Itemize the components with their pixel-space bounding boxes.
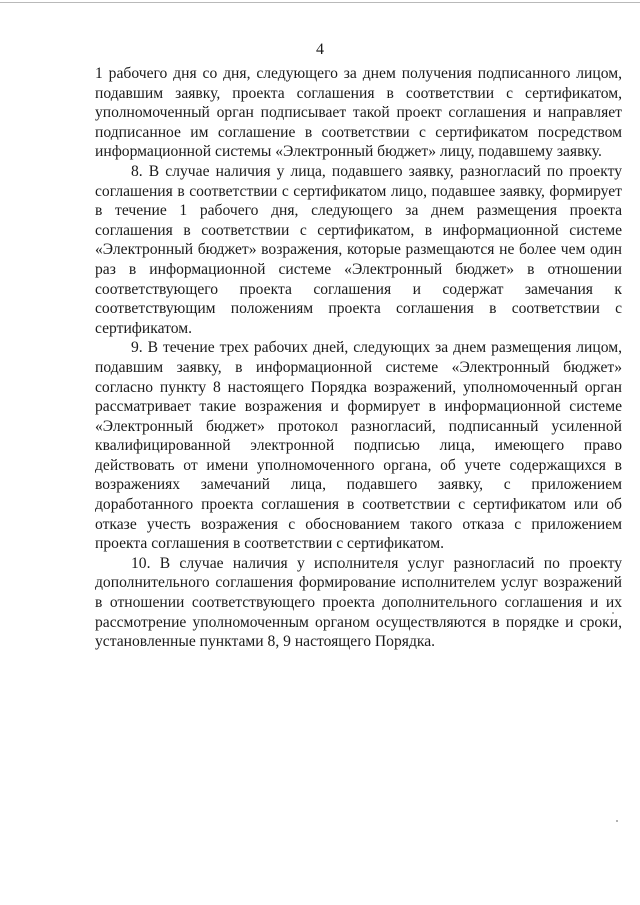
paragraph-continuation: 1 рабочего дня со дня, следующего за днем получения подписанного лицом, подавшим заявку, проекта соглашения в соответствии с сертификатом, уполномоченный орган подписывает такой проект соглашения и направляет подписанное им соглашение в соответствии с сертификатом посредством информационной системы «Электронный бюджет» лицу, подавшему заявку. [95, 65, 622, 161]
scan-speck [612, 612, 614, 614]
page-number: 4 [316, 41, 324, 58]
paragraph-8: 8. В случае наличия у лица, подавшего заявку, разногласий по проекту соглашения в соответствии с сертификатом лицо, подавшее заявку, формирует в течение 1 рабочего дня, следующего за днем размещения проекта соглашения в соответствии с сертификатом, в информационной системе «Электронный бюджет» возражения, которые размещаются не более чем один раз в информационной системе «Электронный бюджет» в отношении соответствующего проекта соглашения и содержат замечания к соответствующим положениям проекта соглашения в соответствии с сертификатом. [95, 162, 622, 337]
top-scan-edge-line [0, 2, 640, 3]
paragraph-9: 9. В течение трех рабочих дней, следующих за днем размещения лицом, подавшим заявку, в информационной системе «Электронный бюджет» согласно пункту 8 настоящего Порядка возражений, уполномоченный орган рассматривает такие возражения и формирует в информационной системе «Электронный бюджет» протокол разногласий, подписанный усиленной квалифицированной электронной подписью лица, имеющего право действовать от имени уполномоченного органа, об учете содержащихся в возражениях замечаний лица, подавшего заявку, с приложением доработанного проекта соглашения в соответствии с сертификатом или об отказе учесть возражения с обоснованием такого отказа с приложением проекта соглашения в соответствии с сертификатом. [95, 339, 622, 553]
document-body [95, 64, 622, 652]
paragraph-10: 10. В случае наличия у исполнителя услуг разногласий по проекту дополнительного соглашения формирование исполнителем услуг возражений в отношении соответствующего проекта дополнительного соглашения и их рассмотрение уполномоченным органом осуществляются в порядке и сроки, установленные пунктами 8, 9 настоящего Порядка. [95, 554, 622, 651]
scan-speck [616, 820, 618, 822]
